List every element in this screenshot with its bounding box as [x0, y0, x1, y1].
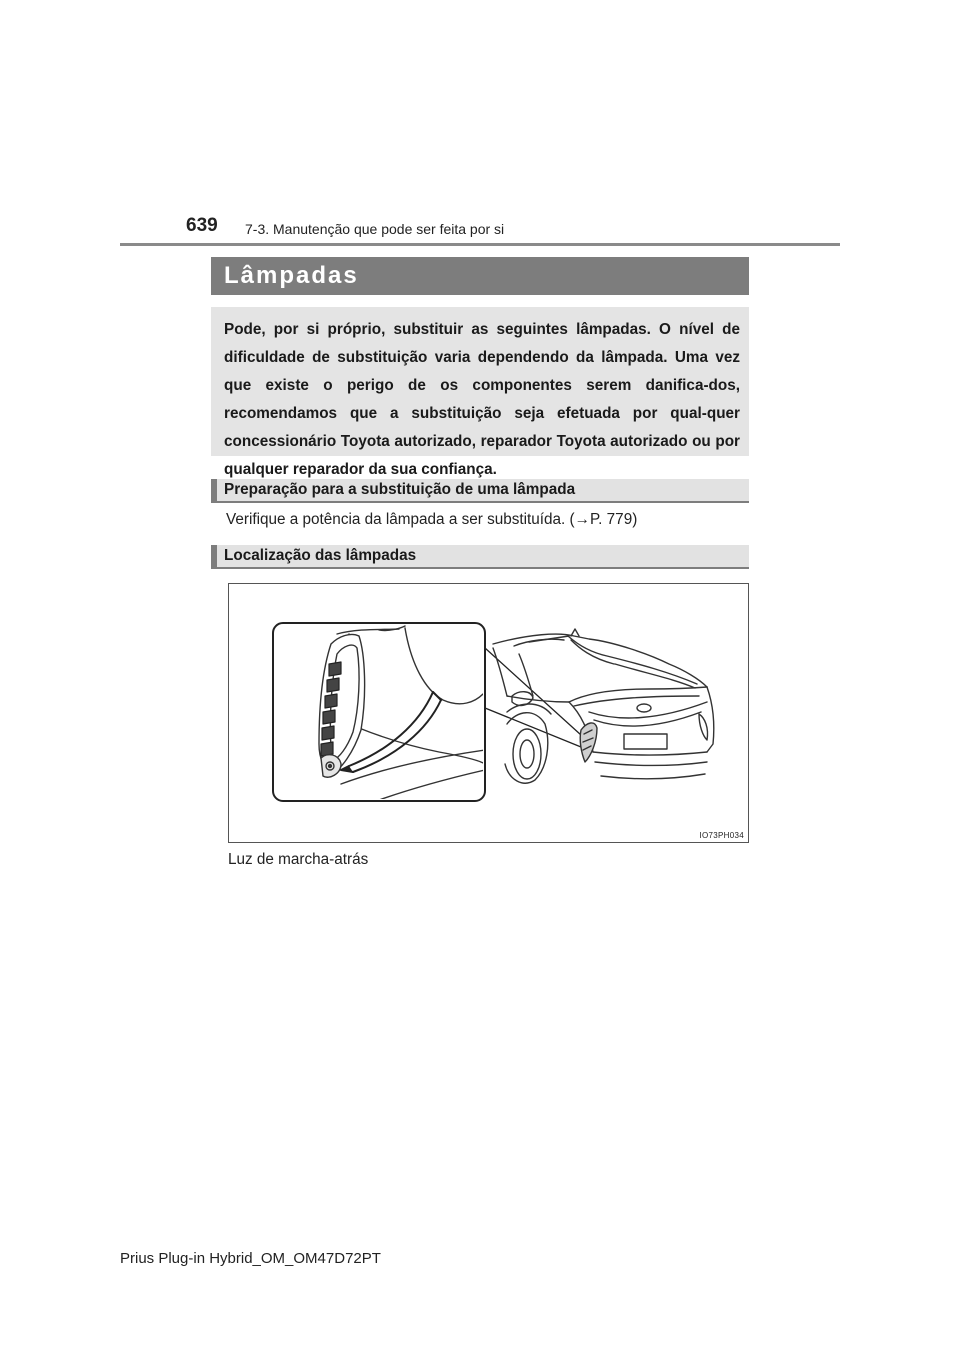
subhead-preparation-label: Preparação para a substituição de uma lâmpada: [224, 481, 576, 498]
figure-caption: Luz de marcha-atrás: [228, 851, 369, 868]
intro-text: Pode, por si próprio, substituir as seguintes lâmpadas. O nível de dificuldade de substituição varia dependendo da lâmpada. Uma vez que existe o perigo de os componentes serem danifica-dos, recomendamos que a substituição seja efetuada por qual-quer concessionário Toyota autorizado, reparador Toyota autorizado ou por qualquer reparador da sua confiança.: [224, 321, 740, 478]
section-path: 7-3. Manutenção que pode ser feita por si: [245, 221, 505, 237]
preparation-text: Verifique a potência da lâmpada a ser substituída. (→P. 779): [226, 511, 638, 528]
bulb-location-figure: [228, 583, 749, 843]
header-rule: [120, 243, 840, 246]
subhead-preparation: [211, 479, 749, 503]
car-body: [493, 629, 714, 783]
intro-box: [211, 307, 749, 478]
page-title: Lâmpadas: [224, 262, 359, 289]
car-illustration: [229, 584, 748, 842]
page-number: 639: [186, 215, 218, 236]
footer-document-id: Prius Plug-in Hybrid_OM_OM47D72PT: [120, 1250, 381, 1267]
subhead-location-label: Localização das lâmpadas: [224, 547, 417, 564]
figure-code: IO73PH034: [699, 831, 744, 840]
subhead-location: [211, 545, 749, 569]
title-bar: [211, 257, 749, 295]
detail-inset: [273, 623, 485, 801]
